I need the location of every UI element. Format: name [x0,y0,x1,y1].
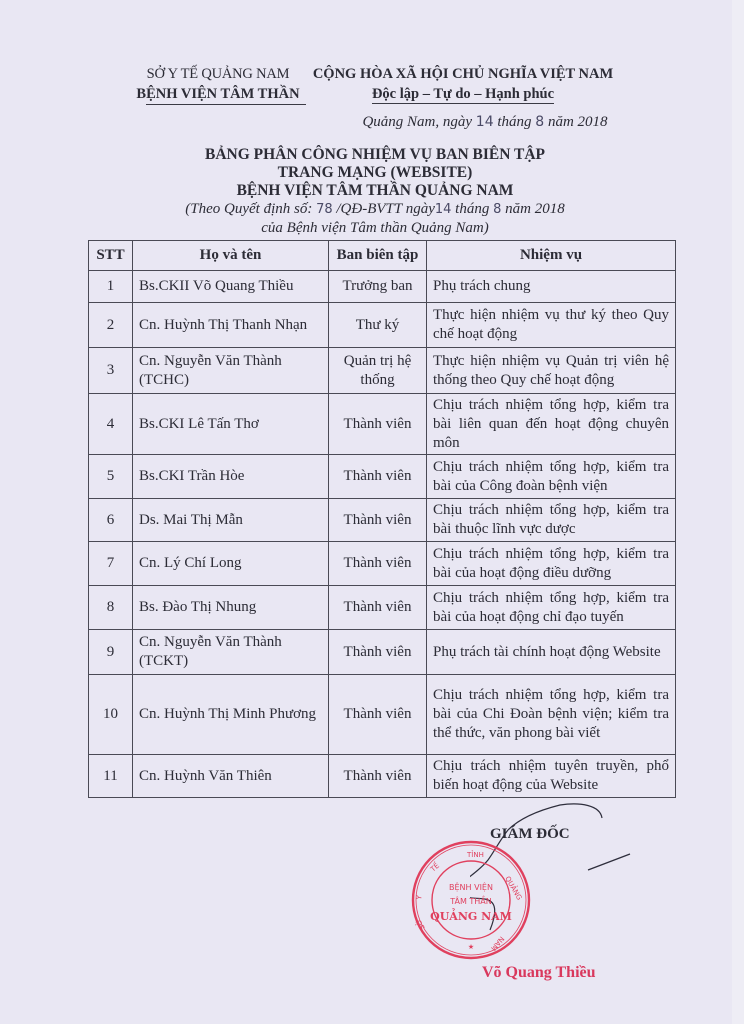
hospital-name: BỆNH VIỆN TÂM THẦN [118,84,318,104]
cell-name: Bs. Đào Thị Nhung [133,586,329,630]
cell-name: Cn. Huỳnh Thị Minh Phương [133,675,329,755]
cell-name: Cn. Huỳnh Thị Thanh Nhạn [133,303,329,348]
column-header-stt: STT [89,241,133,271]
assignment-table [88,240,676,798]
decision-issuer: của Bệnh viện Tâm thần Quảng Nam) [261,220,489,236]
official-seal-icon [409,838,533,962]
cell-duty: Chịu trách nhiệm tổng hợp, kiểm tra bài của Công đoàn bệnh viện [427,455,676,499]
cell-stt: 11 [89,755,133,798]
cell-stt: 3 [89,348,133,394]
cell-role: Quản trị hệ thống [329,348,427,394]
table-row [89,455,676,499]
cell-duty: Thực hiện nhiệm vụ Quản trị viên hệ thống theo Quy chế hoạt động [427,348,676,394]
table-row [89,271,676,303]
svg-text:TẾ: TẾ [429,861,441,874]
cell-stt: 4 [89,394,133,455]
table-row [89,394,676,455]
cell-duty: Chịu trách nhiệm tổng hợp, kiểm tra bài của hoạt động điều dưỡng [427,542,676,586]
svg-text:SỞ: SỞ [414,917,427,931]
table-row [89,542,676,586]
cell-role: Thành viên [329,755,427,798]
cell-stt: 1 [89,271,133,303]
column-header-duty: Nhiệm vụ [427,241,676,271]
table-header-row [89,241,676,271]
table-row [89,755,676,798]
cell-duty: Chịu trách nhiệm tuyên truyền, phổ biến hoạt động của Website [427,755,676,798]
svg-text:QUẢNG: QUẢNG [503,875,524,902]
handwritten-day: 14 [475,114,494,130]
title-line-1: BẢNG PHÂN CÔNG NHIỆM VỤ BAN BIÊN TẬP [204,146,546,163]
issuer-header [118,64,318,104]
table-row [89,348,676,394]
signatory-title: GIÁM ĐỐC [490,826,570,842]
document-title [140,146,610,238]
cell-stt: 7 [89,542,133,586]
signatory-name: Võ Quang Thiều [482,964,596,981]
scan-edge [732,0,744,1024]
handwritten-month: 8 [535,114,545,130]
cell-name: Cn. Lý Chí Long [133,542,329,586]
underline-divider [146,104,306,105]
cell-duty: Phụ trách tài chính hoạt động Website [427,630,676,675]
cell-stt: 8 [89,586,133,630]
cell-name: Cn. Nguyễn Văn Thành (TCHC) [133,348,329,394]
table-row [89,586,676,630]
cell-role: Thành viên [329,675,427,755]
cell-name: Bs.CKII Võ Quang Thiều [133,271,329,303]
cell-duty: Phụ trách chung [427,271,676,303]
svg-text:TÂM THẦN: TÂM THẦN [450,897,492,906]
cell-stt: 10 [89,675,133,755]
cell-duty: Thực hiện nhiệm vụ thư ký theo Quy chế hoạt động [427,303,676,348]
cell-name: Bs.CKI Lê Tấn Thơ [133,394,329,455]
cell-role: Thành viên [329,499,427,542]
title-line-2: TRANG MẠNG (WEBSITE) [277,164,473,181]
table-row [89,675,676,755]
national-header [303,64,623,104]
cell-stt: 9 [89,630,133,675]
cell-stt: 6 [89,499,133,542]
place-date-line: Quảng Nam, ngày 14 tháng 8 năm 2018 [362,114,608,130]
svg-text:QUẢNG NAM: QUẢNG NAM [430,910,512,923]
cell-duty: Chịu trách nhiệm tổng hợp, kiểm tra bài của Chi Đoàn bệnh viện; kiểm tra thể thức, văn phong bài viết [427,675,676,755]
cell-role: Thành viên [329,630,427,675]
cell-name: Cn. Huỳnh Văn Thiên [133,755,329,798]
column-header-role: Ban biên tập [329,241,427,271]
cell-duty: Chịu trách nhiệm tổng hợp, kiểm tra bài thuộc lĩnh vực dược [427,499,676,542]
svg-text:★: ★ [467,943,475,951]
cell-role: Thành viên [329,394,427,455]
svg-text:Y: Y [415,894,424,901]
cell-role: Thư ký [329,303,427,348]
cell-role: Trưởng ban [329,271,427,303]
nation-title: CỘNG HÒA XÃ HỘI CHỦ NGHĨA VIỆT NAM [312,66,614,82]
table-row [89,630,676,675]
cell-name: Bs.CKI Trần Hòe [133,455,329,499]
cell-duty: Chịu trách nhiệm tổng hợp, kiểm tra bài của hoạt động chỉ đạo tuyến [427,586,676,630]
cell-stt: 5 [89,455,133,499]
cell-role: Thành viên [329,586,427,630]
cell-stt: 2 [89,303,133,348]
column-header-name: Họ và tên [133,241,329,271]
handwritten-decision-number: 78 [316,202,333,217]
cell-name: Ds. Mai Thị Mẫn [133,499,329,542]
decision-reference: (Theo Quyết định số: 78 /QĐ-BVTT ngày14 tháng 8 năm 2018 [185,201,565,217]
department-name: SỞ Y TẾ QUẢNG NAM [146,66,290,82]
svg-text:NAM: NAM [489,934,506,953]
svg-text:TỈNH: TỈNH [467,851,484,859]
cell-duty: Chịu trách nhiệm tổng hợp, kiểm tra bài liên quan đến hoạt động chuyên môn [427,394,676,455]
cell-role: Thành viên [329,455,427,499]
table-row [89,303,676,348]
title-line-3: BỆNH VIỆN TÂM THẦN QUẢNG NAM [236,182,514,199]
national-motto: Độc lập – Tự do – Hạnh phúc [371,86,555,102]
table-row [89,499,676,542]
cell-role: Thành viên [329,542,427,586]
svg-text:BỆNH VIỆN: BỆNH VIỆN [449,883,493,892]
cell-name: Cn. Nguyễn Văn Thành (TCKT) [133,630,329,675]
